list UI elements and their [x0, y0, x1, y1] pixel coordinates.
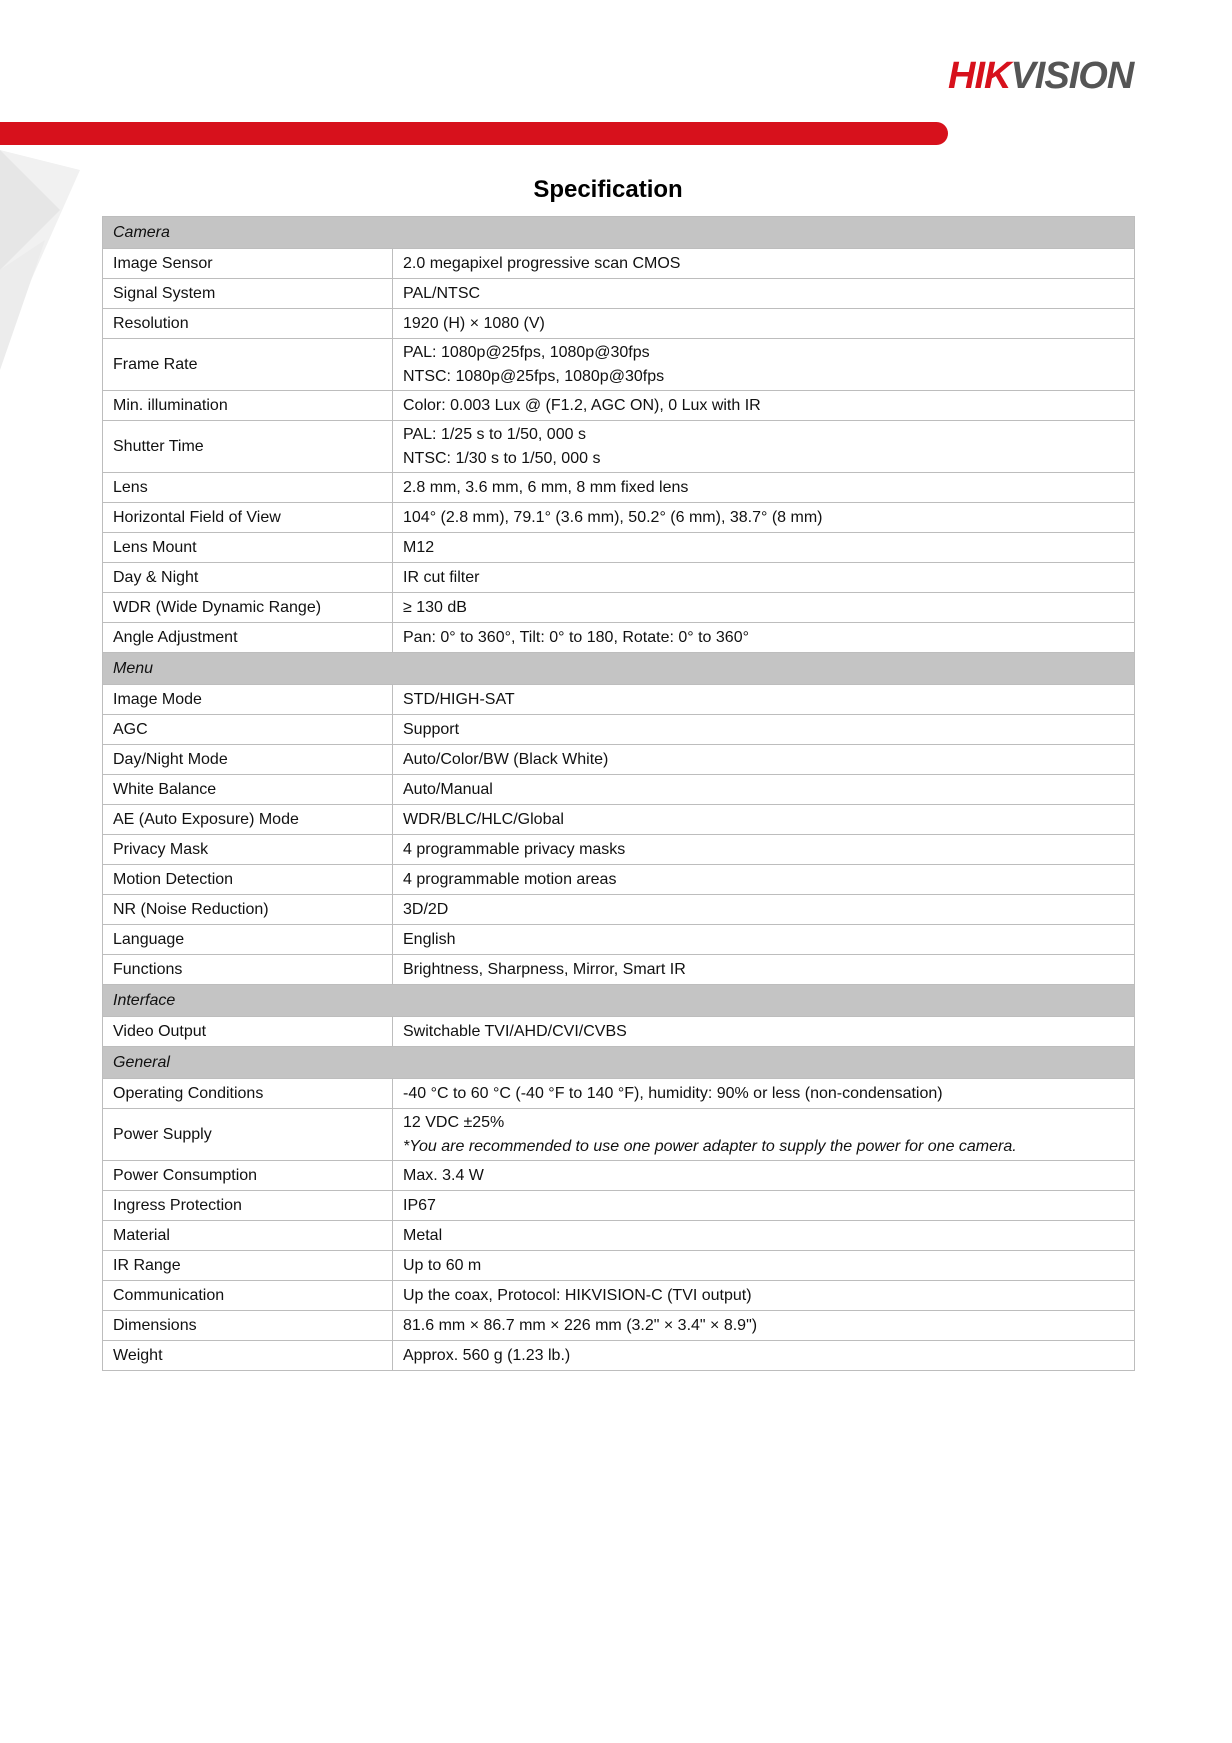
spec-label: AGC: [103, 715, 393, 745]
spec-value-line: Switchable TVI/AHD/CVI/CVBS: [403, 1022, 627, 1040]
section-header-camera: [103, 217, 1135, 249]
spec-label: Lens Mount: [103, 533, 393, 563]
spec-value-line: -40 °C to 60 °C (-40 °F to 140 °F), humidity: 90% or less (non-condensation): [403, 1084, 943, 1102]
spec-value-line: 81.6 mm × 86.7 mm × 226 mm (3.2" × 3.4" × 8.9"): [403, 1316, 758, 1334]
spec-value-line: Up to 60 m: [403, 1256, 482, 1274]
spec-label: Functions: [103, 955, 393, 985]
spec-value-line: PAL/NTSC: [403, 284, 481, 302]
spec-row: [103, 1109, 1135, 1161]
page-title: Specification: [533, 176, 683, 203]
spec-label: Resolution: [103, 309, 393, 339]
spec-value: [393, 775, 1135, 805]
spec-value: [393, 473, 1135, 503]
spec-value-line: M12: [403, 538, 435, 556]
spec-value: [393, 309, 1135, 339]
spec-value-line: 4 programmable motion areas: [403, 870, 617, 888]
spec-row: [103, 593, 1135, 623]
spec-value-line: 2.8 mm, 3.6 mm, 6 mm, 8 mm fixed lens: [403, 478, 689, 496]
spec-value: [393, 1221, 1135, 1251]
spec-row: [103, 1251, 1135, 1281]
spec-value-line: PAL: 1080p@25fps, 1080p@30fps: [403, 343, 650, 361]
spec-label: Communication: [103, 1281, 393, 1311]
spec-value-line: Up the coax, Protocol: HIKVISION-C (TVI output): [403, 1286, 752, 1304]
svg-text:HIKVISION: [948, 55, 1136, 97]
header-red-bar: [0, 122, 948, 145]
spec-value-line: Auto/Color/BW (Black White): [403, 750, 609, 768]
spec-value: [393, 1251, 1135, 1281]
spec-value-line: STD/HIGH-SAT: [403, 690, 515, 708]
logo-prefix: HIK: [948, 55, 1011, 97]
spec-label: Motion Detection: [103, 865, 393, 895]
spec-value: [393, 339, 1135, 391]
spec-label: Image Sensor: [103, 249, 393, 279]
spec-label: Angle Adjustment: [103, 623, 393, 653]
spec-row: [103, 865, 1135, 895]
spec-value-line: Approx. 560 g (1.23 lb.): [403, 1346, 571, 1364]
spec-value: [393, 1161, 1135, 1191]
spec-row: [103, 1191, 1135, 1221]
section-title: Interface: [103, 985, 1135, 1017]
spec-value: [393, 421, 1135, 473]
spec-label: Day & Night: [103, 563, 393, 593]
spec-label: Min. illumination: [103, 391, 393, 421]
spec-label: NR (Noise Reduction): [103, 895, 393, 925]
spec-value-line: 4 programmable privacy masks: [403, 840, 626, 858]
spec-value-line: Support: [403, 720, 460, 738]
spec-value: [393, 955, 1135, 985]
spec-value: [393, 1109, 1135, 1161]
spec-row: [103, 745, 1135, 775]
spec-label: Shutter Time: [103, 421, 393, 473]
spec-row: [103, 835, 1135, 865]
spec-value: [393, 715, 1135, 745]
spec-row: [103, 421, 1135, 473]
spec-label: Lens: [103, 473, 393, 503]
spec-value: [393, 1311, 1135, 1341]
spec-row: [103, 1281, 1135, 1311]
spec-value-line: WDR/BLC/HLC/Global: [403, 810, 564, 828]
spec-row: [103, 925, 1135, 955]
spec-row: [103, 1079, 1135, 1109]
spec-row: [103, 623, 1135, 653]
spec-row: [103, 1311, 1135, 1341]
spec-label: Horizontal Field of View: [103, 503, 393, 533]
spec-value-line: 3D/2D: [403, 900, 449, 918]
spec-row: [103, 1017, 1135, 1047]
spec-value-line: English: [403, 930, 456, 948]
spec-value: [393, 1191, 1135, 1221]
spec-label: White Balance: [103, 775, 393, 805]
spec-value-line: 12 VDC ±25%: [403, 1113, 505, 1131]
spec-label: Power Consumption: [103, 1161, 393, 1191]
section-header-menu: [103, 653, 1135, 685]
spec-row: [103, 279, 1135, 309]
spec-value-line: NTSC: 1/30 s to 1/50, 000 s: [403, 449, 601, 467]
spec-row: [103, 1341, 1135, 1371]
spec-row: [103, 563, 1135, 593]
spec-value-line: PAL: 1/25 s to 1/50, 000 s: [403, 425, 586, 443]
spec-label: Ingress Protection: [103, 1191, 393, 1221]
spec-row: [103, 685, 1135, 715]
spec-value-line: Auto/Manual: [403, 780, 493, 798]
spec-value-line: Color: 0.003 Lux @ (F1.2, AGC ON), 0 Lux with IR: [403, 396, 761, 414]
spec-value: [393, 623, 1135, 653]
spec-label: Frame Rate: [103, 339, 393, 391]
spec-value: [393, 745, 1135, 775]
spec-value: [393, 865, 1135, 895]
spec-value: [393, 835, 1135, 865]
spec-row: [103, 1161, 1135, 1191]
spec-value: [393, 391, 1135, 421]
spec-label: Day/Night Mode: [103, 745, 393, 775]
spec-row: [103, 1221, 1135, 1251]
spec-value: [393, 249, 1135, 279]
spec-label: WDR (Wide Dynamic Range): [103, 593, 393, 623]
spec-row: [103, 775, 1135, 805]
spec-row: [103, 473, 1135, 503]
spec-label: Image Mode: [103, 685, 393, 715]
spec-row: [103, 805, 1135, 835]
spec-row: [103, 955, 1135, 985]
spec-value-line: 1920 (H) × 1080 (V): [403, 314, 545, 332]
spec-value: [393, 593, 1135, 623]
spec-value: [393, 533, 1135, 563]
spec-label: IR Range: [103, 1251, 393, 1281]
spec-row: [103, 503, 1135, 533]
spec-label: Material: [103, 1221, 393, 1251]
spec-value-line: IR cut filter: [403, 568, 480, 586]
spec-row: [103, 715, 1135, 745]
logo-suffix: VISION: [1010, 55, 1134, 97]
spec-value: [393, 1079, 1135, 1109]
spec-value: [393, 925, 1135, 955]
spec-value-line: 2.0 megapixel progressive scan CMOS: [403, 254, 681, 272]
spec-value-line: 104° (2.8 mm), 79.1° (3.6 mm), 50.2° (6 mm), 38.7° (8 mm): [403, 508, 823, 526]
spec-value: [393, 1341, 1135, 1371]
spec-note: *You are recommended to use one power adapter to supply the power for one camera.: [403, 1137, 1017, 1155]
spec-row: [103, 391, 1135, 421]
spec-label: Video Output: [103, 1017, 393, 1047]
section-header-interface: [103, 985, 1135, 1017]
spec-value-line: Brightness, Sharpness, Mirror, Smart IR: [403, 960, 686, 978]
spec-label: Privacy Mask: [103, 835, 393, 865]
spec-label: Operating Conditions: [103, 1079, 393, 1109]
spec-value-line: Max. 3.4 W: [403, 1166, 484, 1184]
spec-table: [102, 216, 1135, 1371]
spec-label: Dimensions: [103, 1311, 393, 1341]
spec-label: AE (Auto Exposure) Mode: [103, 805, 393, 835]
spec-value: [393, 685, 1135, 715]
spec-value: [393, 895, 1135, 925]
hikvision-logo: [946, 50, 1176, 100]
spec-row: [103, 249, 1135, 279]
section-title: Menu: [103, 653, 1135, 685]
spec-value: [393, 1017, 1135, 1047]
spec-value: [393, 805, 1135, 835]
spec-value: [393, 279, 1135, 309]
spec-value-line: ≥ 130 dB: [403, 598, 467, 616]
spec-label: Power Supply: [103, 1109, 393, 1161]
spec-row: [103, 895, 1135, 925]
spec-value: [393, 503, 1135, 533]
spec-row: [103, 533, 1135, 563]
section-title: General: [103, 1047, 1135, 1079]
spec-label: Signal System: [103, 279, 393, 309]
spec-value-line: Metal: [403, 1226, 443, 1244]
spec-value: [393, 1281, 1135, 1311]
spec-row: [103, 339, 1135, 391]
spec-value-line: IP67: [403, 1196, 436, 1214]
section-title: Camera: [103, 217, 1135, 249]
section-header-general: [103, 1047, 1135, 1079]
spec-value-line: Pan: 0° to 360°, Tilt: 0° to 180, Rotate: 0° to 360°: [403, 628, 749, 646]
spec-row: [103, 309, 1135, 339]
spec-value-line: NTSC: 1080p@25fps, 1080p@30fps: [403, 367, 665, 385]
spec-label: Language: [103, 925, 393, 955]
spec-label: Weight: [103, 1341, 393, 1371]
spec-value: [393, 563, 1135, 593]
